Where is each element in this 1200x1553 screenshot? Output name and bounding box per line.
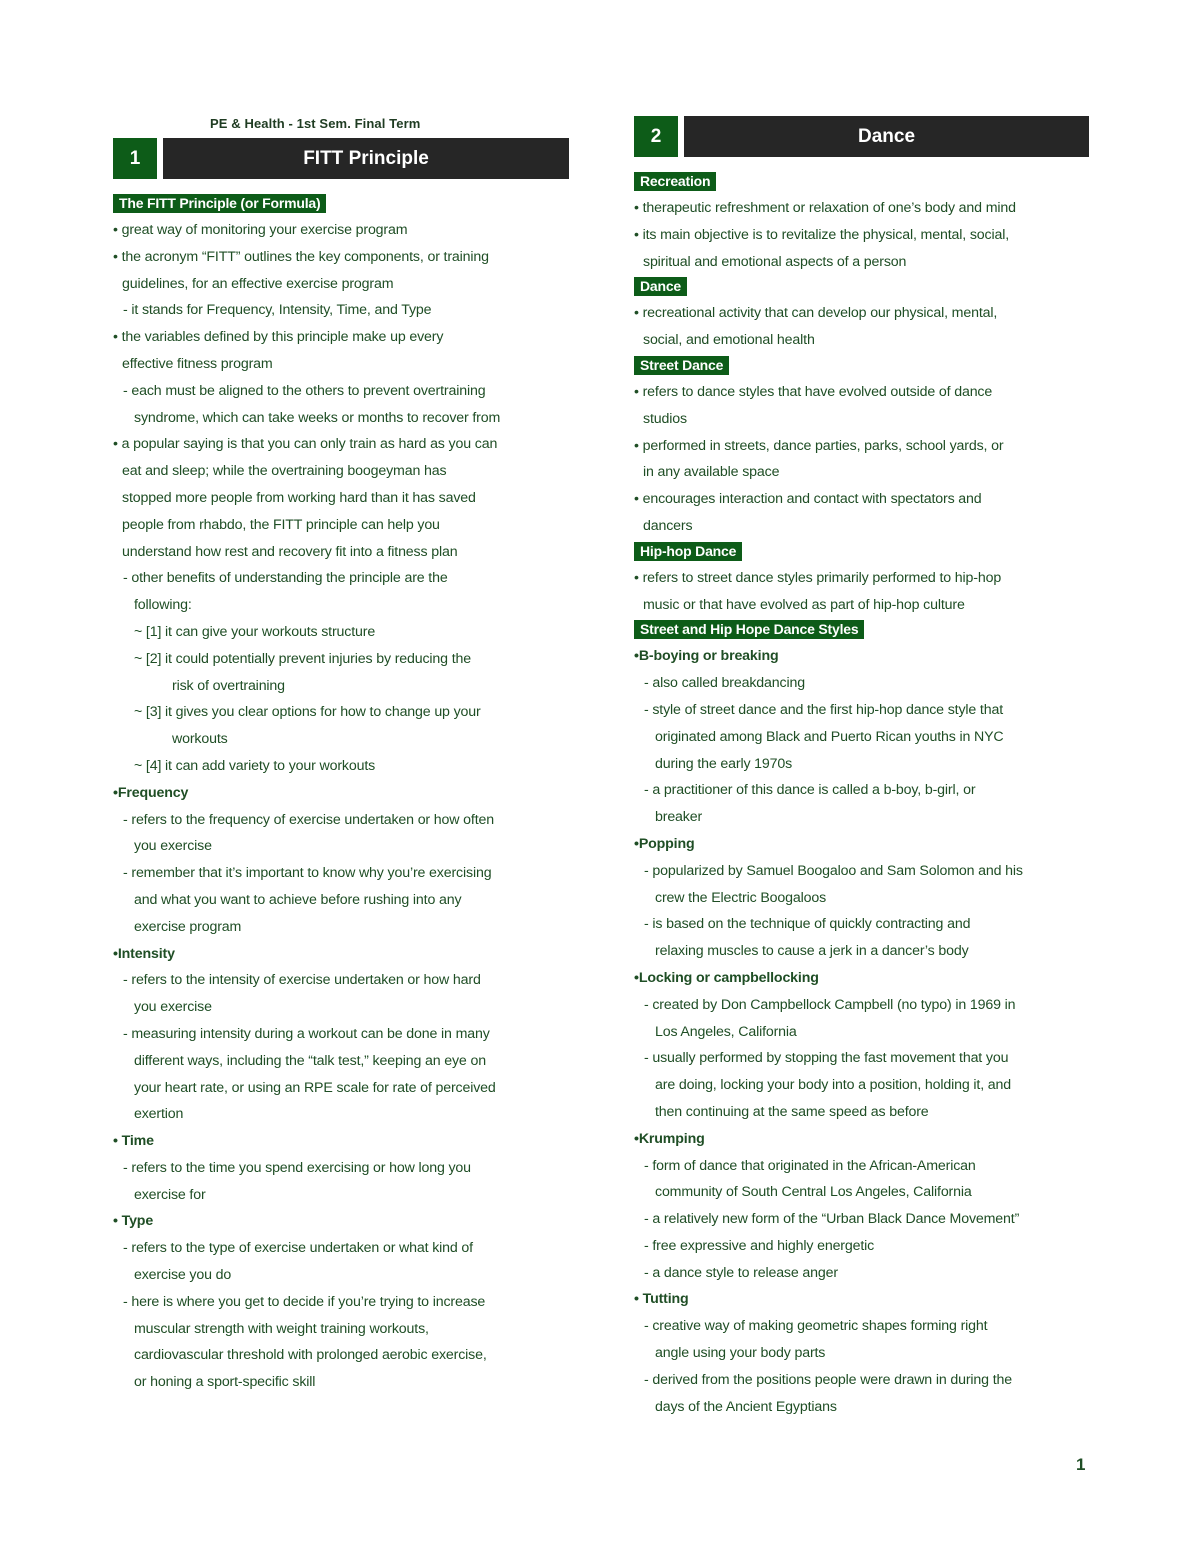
- text-line: • Type: [113, 1213, 154, 1230]
- topic-block: [634, 275, 1089, 354]
- text-line: • Tutting: [634, 1291, 689, 1308]
- text-line: - a dance style to release anger: [644, 1264, 838, 1281]
- text-line: • recreational activity that can develop our physical, mental,: [634, 305, 998, 322]
- text-line: - refers to the time you spend exercising or how long you: [123, 1159, 471, 1176]
- text-line: ~ [1] it can give your workouts structure: [134, 623, 376, 640]
- text-line: guidelines, for an effective exercise program: [122, 275, 394, 292]
- text-line: - it stands for Frequency, Intensity, Time, and Type: [123, 302, 432, 319]
- text-line: eat and sleep; while the overtraining boogeyman has: [122, 463, 447, 480]
- topic-block: [634, 618, 1089, 1420]
- text-line: dancers: [643, 517, 693, 534]
- text-line: understand how rest and recovery fit into a fitness plan: [122, 543, 458, 560]
- section-title: FITT Principle: [163, 138, 569, 179]
- text-line: - here is where you get to decide if you’re trying to increase: [123, 1293, 486, 1310]
- text-line: - free expressive and highly energetic: [644, 1237, 875, 1254]
- topic-label: Dance: [634, 277, 687, 296]
- text-line: risk of overtraining: [172, 677, 285, 694]
- text-line: •Intensity: [113, 945, 175, 962]
- text-line: - a relatively new form of the “Urban Black Dance Movement”: [644, 1211, 1020, 1228]
- text-line: in any available space: [643, 464, 780, 481]
- text-line: during the early 1970s: [655, 755, 793, 772]
- text-line: - form of dance that originated in the African-American: [644, 1157, 976, 1174]
- text-line: - refers to the frequency of exercise undertaken or how often: [123, 811, 494, 828]
- topic-block: [634, 540, 1089, 619]
- left-column: [113, 114, 569, 1396]
- text-line: •Krumping: [634, 1130, 705, 1147]
- text-line: music or that have evolved as part of hip-hop culture: [643, 596, 965, 613]
- text-line: - usually performed by stopping the fast movement that you: [644, 1050, 1009, 1067]
- text-line: effective fitness program: [122, 355, 273, 372]
- text-line: - derived from the positions people were drawn in during the: [644, 1371, 1012, 1388]
- section-header-dance: [634, 116, 1089, 157]
- text-line: • Time: [113, 1133, 154, 1150]
- text-line: are doing, locking your body into a position, holding it, and: [655, 1077, 1012, 1094]
- left-content: [113, 217, 569, 1396]
- text-line: - remember that it’s important to know why you’re exercising: [123, 865, 492, 882]
- text-line: then continuing at the same speed as before: [655, 1103, 929, 1120]
- text-line: - is based on the technique of quickly contracting and: [644, 916, 971, 933]
- text-line: people from rhabdo, the FITT principle can help you: [122, 516, 440, 533]
- topic-label: Recreation: [634, 172, 716, 191]
- text-line: cardiovascular threshold with prolonged aerobic exercise,: [134, 1347, 487, 1364]
- text-line: your heart rate, or using an RPE scale for rate of perceived: [134, 1079, 496, 1096]
- text-line: ~ [2] it could potentially prevent injuries by reducing the: [134, 650, 471, 667]
- section-number: 2: [634, 116, 678, 157]
- text-line: • encourages interaction and contact with spectators and: [634, 491, 982, 508]
- text-line: you exercise: [134, 838, 212, 855]
- text-line: spiritual and emotional aspects of a person: [643, 253, 907, 270]
- text-line: exertion: [134, 1106, 184, 1123]
- text-line: - refers to the intensity of exercise undertaken or how hard: [123, 972, 481, 989]
- text-line: following:: [134, 597, 192, 614]
- page-number: 1: [1076, 1455, 1086, 1474]
- text-line: - other benefits of understanding the principle are the: [123, 570, 448, 587]
- text-line: different ways, including the “talk test,” keeping an eye on: [134, 1052, 486, 1069]
- text-line: exercise program: [134, 918, 242, 935]
- text-line: - created by Don Campbellock Campbell (no typo) in 1969 in: [644, 996, 1016, 1013]
- topic-block: [634, 170, 1089, 275]
- text-line: relaxing muscles to cause a jerk in a dancer’s body: [655, 943, 969, 960]
- text-line: angle using your body parts: [655, 1345, 826, 1362]
- text-line: exercise you do: [134, 1267, 232, 1284]
- text-line: • performed in streets, dance parties, parks, school yards, or: [634, 437, 1004, 454]
- text-line: - creative way of making geometric shapes forming right: [644, 1318, 988, 1335]
- text-line: crew the Electric Boogaloos: [655, 889, 827, 906]
- text-line: •Frequency: [113, 784, 189, 801]
- topic-block: [634, 354, 1089, 540]
- text-line: • the variables defined by this principle make up every: [113, 329, 444, 346]
- text-line: • great way of monitoring your exercise program: [113, 222, 408, 238]
- topic-label: Street and Hip Hope Dance Styles: [634, 620, 864, 639]
- text-line: • therapeutic refreshment or relaxation of one’s body and mind: [634, 200, 1016, 216]
- text-line: Los Angeles, California: [655, 1023, 797, 1040]
- text-line: - also called breakdancing: [644, 675, 805, 692]
- text-line: originated among Black and Puerto Rican youths in NYC: [655, 728, 1004, 745]
- text-line: • its main objective is to revitalize the physical, mental, social,: [634, 226, 1009, 243]
- document-title: PE & Health - 1st Sem. Final Term: [210, 116, 421, 131]
- text-line: ~ [4] it can add variety to your workouts: [134, 757, 376, 774]
- text-line: • refers to dance styles that have evolved outside of dance: [634, 383, 993, 400]
- text-line: studios: [643, 410, 687, 427]
- section-title: Dance: [684, 116, 1089, 157]
- text-line: - measuring intensity during a workout can be done in many: [123, 1025, 490, 1042]
- text-line: muscular strength with weight training workouts,: [134, 1320, 429, 1337]
- topic-label: Street Dance: [634, 356, 729, 375]
- text-line: - popularized by Samuel Boogaloo and Sam Solomon and his: [644, 862, 1023, 879]
- right-column: [634, 116, 1089, 1420]
- text-line: •B-boying or breaking: [634, 648, 779, 665]
- text-line: • the acronym “FITT” outlines the key components, or training: [113, 248, 489, 265]
- text-line: workouts: [172, 731, 228, 748]
- text-line: and what you want to achieve before rushing into any: [134, 891, 462, 908]
- text-line: breaker: [655, 809, 703, 826]
- topic-label: The FITT Principle (or Formula): [113, 194, 326, 213]
- text-line: syndrome, which can take weeks or months to recover from: [134, 409, 501, 426]
- text-line: ~ [3] it gives you clear options for how to change up your: [134, 704, 481, 721]
- text-line: stopped more people from working hard than it has saved: [122, 489, 476, 506]
- text-line: community of South Central Los Angeles, California: [655, 1184, 972, 1201]
- text-line: social, and emotional health: [643, 332, 815, 349]
- text-line: - each must be aligned to the others to prevent overtraining: [123, 382, 486, 399]
- text-line: or honing a sport-specific skill: [134, 1374, 316, 1391]
- text-line: •Locking or campbellocking: [634, 969, 819, 986]
- text-line: - a practitioner of this dance is called a b-boy, b-girl, or: [644, 782, 976, 799]
- text-line: - style of street dance and the first hip-hop dance style that: [644, 701, 1003, 718]
- text-line: exercise for: [134, 1186, 206, 1203]
- section-number: 1: [113, 138, 157, 179]
- text-line: - refers to the type of exercise undertaken or what kind of: [123, 1240, 473, 1257]
- section-header-fitt: [113, 138, 569, 179]
- text-line: •Popping: [634, 835, 695, 852]
- topic-label: Hip-hop Dance: [634, 542, 742, 561]
- text-line: • a popular saying is that you can only train as hard as you can: [113, 436, 498, 453]
- text-line: days of the Ancient Egyptians: [655, 1398, 837, 1415]
- text-line: you exercise: [134, 999, 212, 1016]
- right-content: [634, 170, 1089, 1420]
- text-line: • refers to street dance styles primarily performed to hip-hop: [634, 569, 1002, 586]
